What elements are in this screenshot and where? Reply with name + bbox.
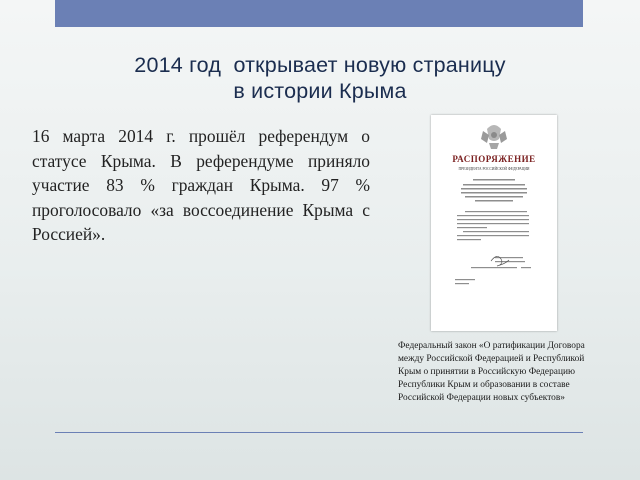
slide-title-line-1: 2014 год открывает новую страницу bbox=[134, 53, 506, 77]
decree-document-image bbox=[431, 115, 557, 331]
top-accent-bar bbox=[55, 0, 583, 27]
russian-coat-of-arms-icon bbox=[481, 125, 507, 149]
bottom-divider bbox=[55, 432, 583, 433]
decree-heading: РАСПОРЯЖЕНИЕ bbox=[452, 154, 536, 164]
slide-title-line-2: в истории Крыма bbox=[233, 79, 407, 103]
slide-body-text: 16 марта 2014 г. прошёл референдум о статусе Крыма. В референдуме приняло участие 83 % граждан Крыма. 97 % проголосовало «за воссоединение Крыма с Россией». bbox=[32, 126, 370, 245]
decree-document-drawing bbox=[431, 115, 557, 331]
decree-text-lines bbox=[455, 179, 531, 284]
document-caption: Федеральный закон «О ратификации Договора между Российской Федерацией и Республикой Крым о принятии в Российскую Федерацию Республики Крым и образовании в составе Российской Федерации новых субъектов» bbox=[398, 341, 585, 403]
slide-title bbox=[40, 52, 600, 104]
decree-subheading: ПРЕЗИДЕНТА РОССИЙСКОЙ ФЕДЕРАЦИИ bbox=[458, 167, 530, 171]
